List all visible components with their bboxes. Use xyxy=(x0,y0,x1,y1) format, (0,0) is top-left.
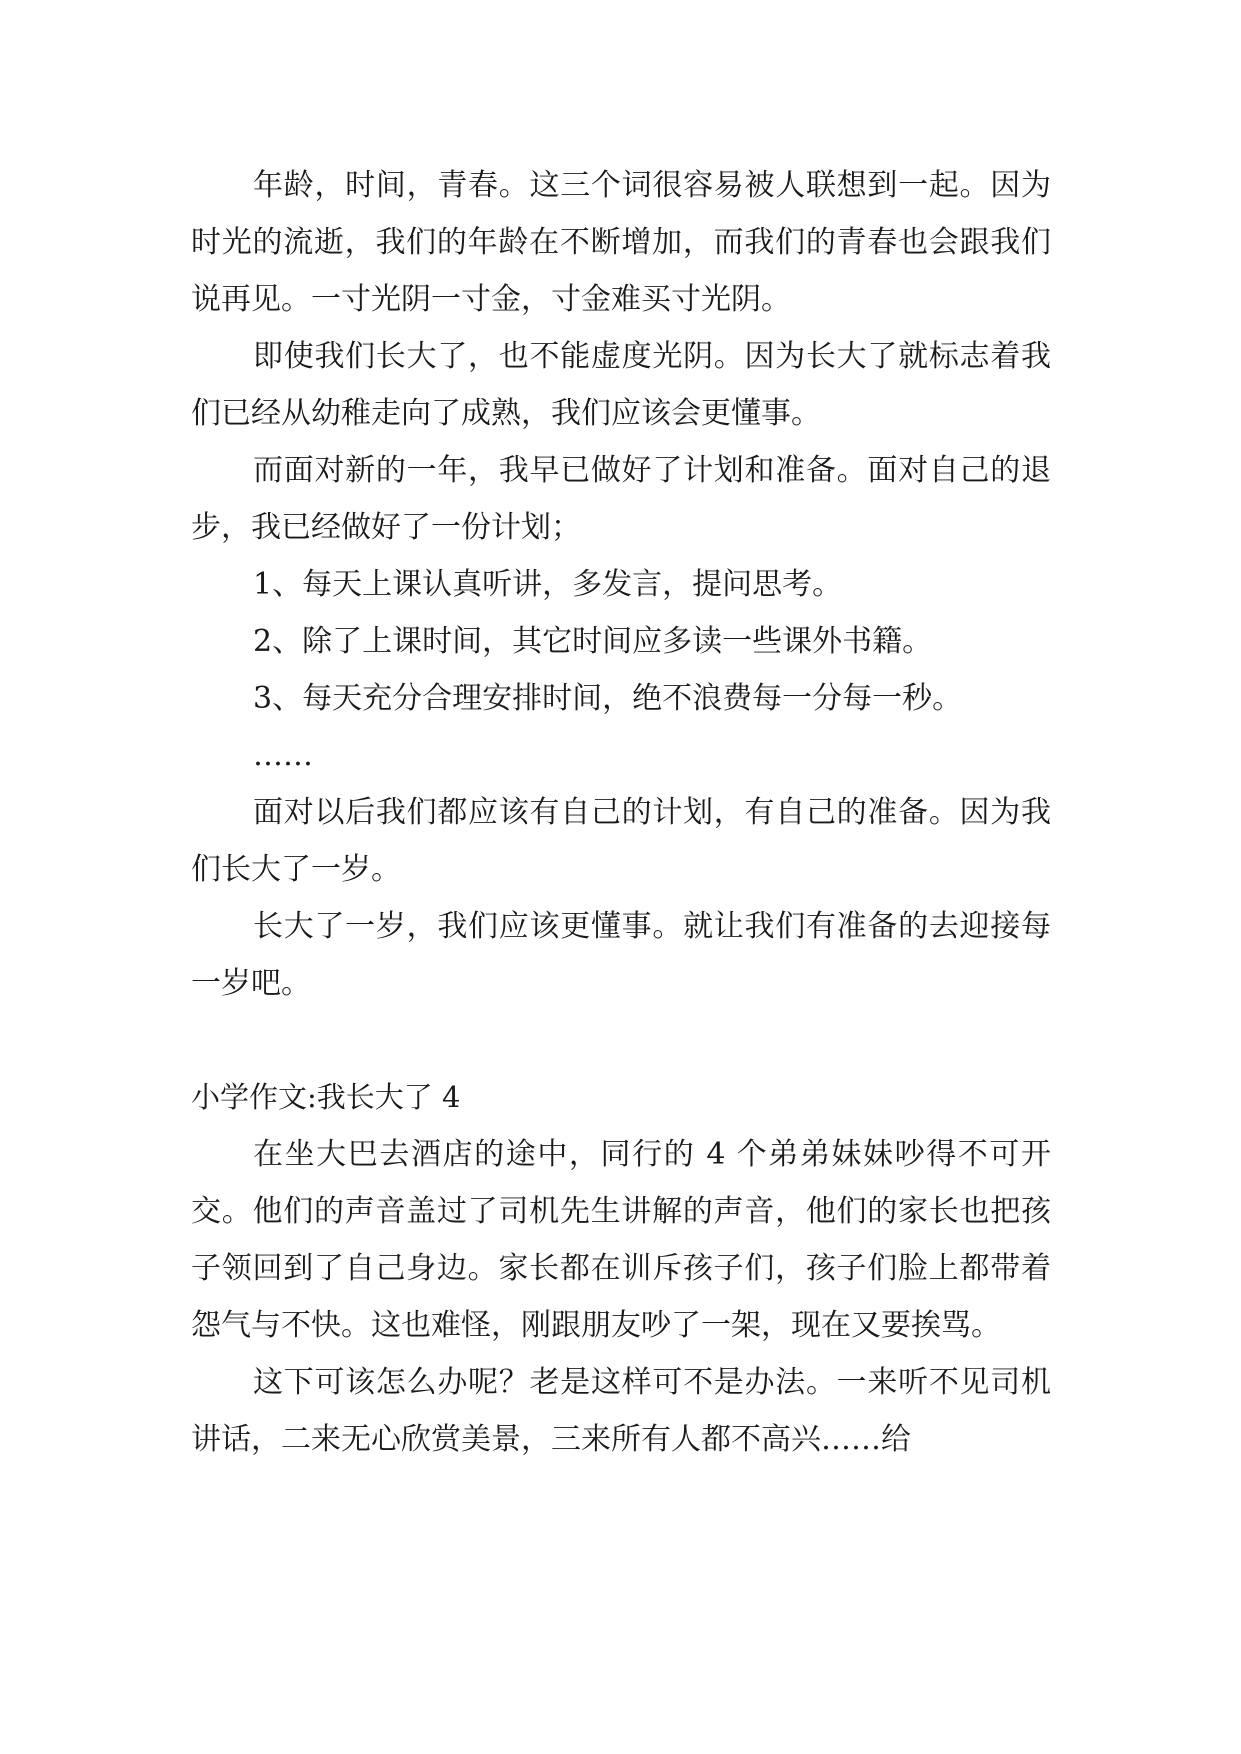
document-body xyxy=(191,157,1051,1468)
paragraph: 年龄，时间，青春。这三个词很容易被人联想到一起。因为时光的流逝，我们的年龄在不断增加，而我们的青春也会跟我们说再见。一寸光阴一寸金，寸金难买寸光阴。 xyxy=(191,168,1051,317)
paragraph: 长大了一岁，我们应该更懂事。就让我们有准备的去迎接每一岁吧。 xyxy=(191,909,1051,1001)
paragraph: 即使我们长大了，也不能虚度光阴。因为长大了就标志着我们已经从幼稚走向了成熟，我们应该会更懂事。 xyxy=(191,339,1051,431)
section-title: 小学作文:我长大了 4 xyxy=(191,1080,461,1114)
paragraph: 面对以后我们都应该有自己的计划，有自己的准备。因为我们长大了一岁。 xyxy=(191,795,1051,887)
plan-item: 3、每天充分合理安排时间，绝不浪费每一分每一秒。 xyxy=(253,681,963,716)
plan-ellipsis: …… xyxy=(253,738,313,773)
paragraph: 而面对新的一年，我早已做好了计划和准备。面对自己的退步，我已经做好了一份计划； xyxy=(191,453,1051,545)
paragraph: 这下可该怎么办呢？老是这样可不是办法。一来听不见司机讲话，二来无心欣赏美景，三来所有人都不高兴……给 xyxy=(191,1365,1051,1457)
plan-item: 1、每天上课认真听讲，多发言，提问思考。 xyxy=(253,567,843,602)
plan-item: 2、除了上课时间，其它时间应多读一些课外书籍。 xyxy=(253,624,933,659)
section-gap xyxy=(191,1012,1051,1069)
paragraph: 在坐大巴去酒店的途中，同行的 4 个弟弟妹妹吵得不可开交。他们的声音盖过了司机先生讲解的声音，他们的家长也把孩子领回到了自己身边。家长都在训斥孩子们，孩子们脸上都带着怨气与不快。这也难怪，刚跟朋友吵了一架，现在又要挨骂。 xyxy=(191,1137,1051,1343)
